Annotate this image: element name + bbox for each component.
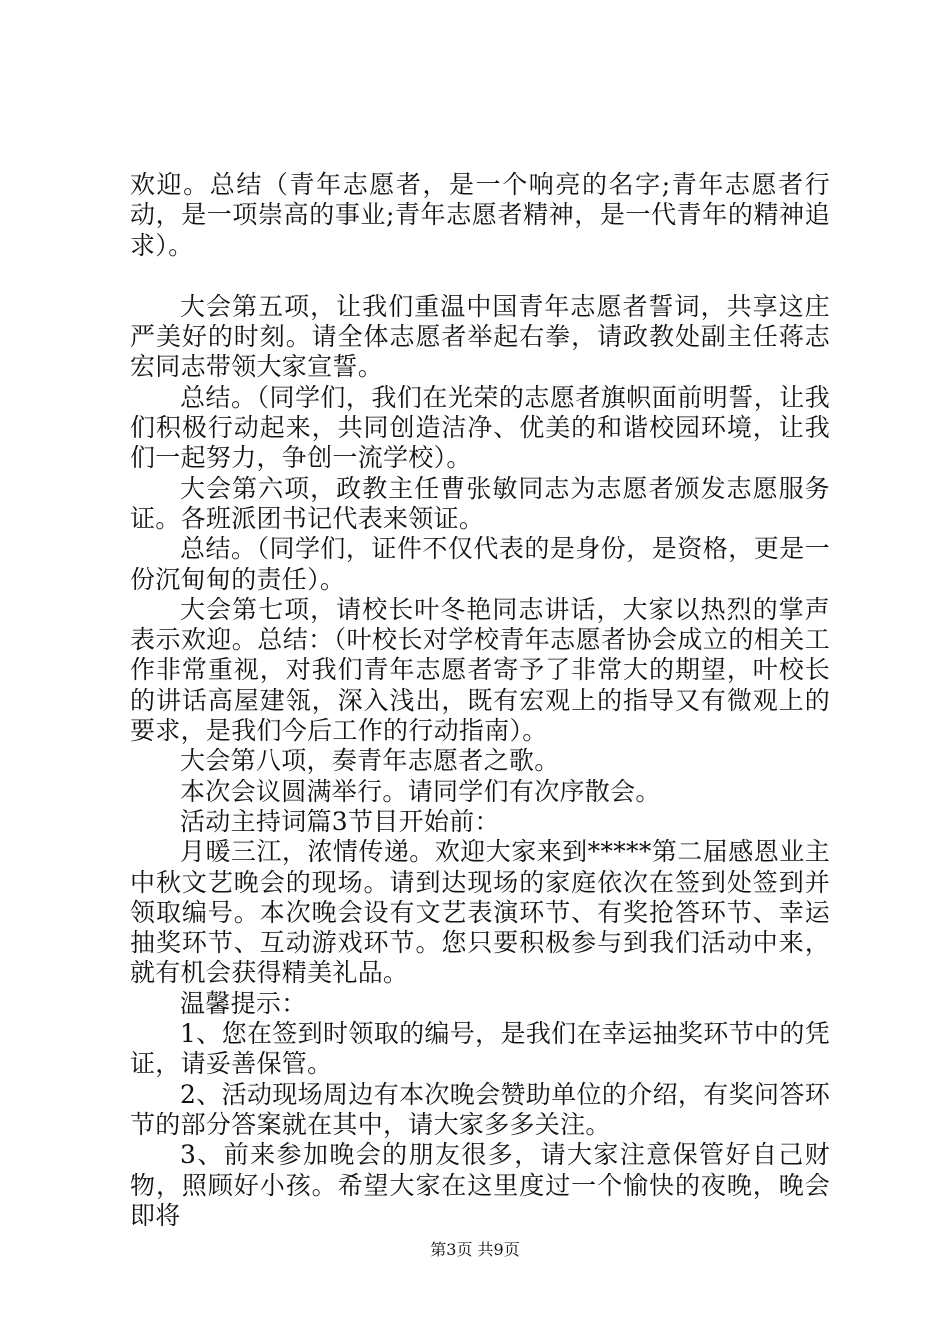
document-body — [130, 170, 830, 1231]
paragraph-5: 总结。（同学们，证件不仅代表的是身份，是资格，更是一份沉甸甸的责任）。 — [130, 534, 830, 594]
paragraph-8: 本次会议圆满举行。请同学们有次序散会。 — [180, 776, 661, 806]
paragraph-13: 2、活动现场周边有本次晚会赞助单位的介绍，有奖问答环节的部分答案就在其中，请大家多多关注。 — [130, 1079, 830, 1139]
page-number-footer: 第3页 共9页 — [430, 1240, 520, 1259]
paragraph-4: 大会第六项，政教主任曹张敏同志为志愿者颁发志愿服务证。各班派团书记代表来领证。 — [130, 473, 830, 533]
paragraph-6: 大会第七项，请校长叶冬艳同志讲话，大家以热烈的掌声表示欢迎。总结：（叶校长对学校青年志愿者协会成立的相关工作非常重视，对我们青年志愿者寄予了非常大的期望，叶校长的讲话高屋建瓴，深入浅出，既有宏观上的指导又有微观上的要求，是我们今后工作的行动指南）。 — [130, 594, 830, 746]
paragraph-2: 大会第五项，让我们重温中国青年志愿者誓词，共享这庄严美好的时刻。请全体志愿者举起右拳，请政教处副主任蒋志宏同志带领大家宣誓。 — [130, 291, 830, 382]
paragraph-7: 大会第八项，奏青年志愿者之歌。 — [180, 746, 560, 776]
paragraph-3: 总结。（同学们，我们在光荣的志愿者旗帜面前明誓，让我们积极行动起来，共同创造洁净、优美的和谐校园环境，让我们一起努力，争创一流学校）。 — [130, 382, 830, 473]
paragraph-10: 月暖三江，浓情传递。欢迎大家来到*****第二届感恩业主中秋文艺晚会的现场。请到达现场的家庭依次在签到处签到并领取编号。本次晚会设有文艺表演环节、有奖抢答环节、幸运抽奖环节、互动游戏环节。您只要积极参与到我们活动中来，就有机会获得精美礼品。 — [130, 837, 830, 988]
paragraph-1: 欢迎。总结（青年志愿者，是一个响亮的名字;青年志愿者行动，是一项崇高的事业;青年志愿者精神，是一代青年的精神追求）。 — [130, 170, 830, 260]
paragraph-12: 1、您在签到时领取的编号，是我们在幸运抽奖环节中的凭证，请妥善保管。 — [130, 1019, 830, 1079]
paragraph-14: 3、前来参加晚会的朋友很多，请大家注意保管好自己财物，照顾好小孩。希望大家在这里度过一个愉快的夜晚，晚会即将 — [130, 1140, 830, 1230]
paragraph-9: 活动主持词篇3节目开始前： — [180, 806, 500, 836]
paragraph-11: 温馨提示： — [180, 988, 307, 1018]
